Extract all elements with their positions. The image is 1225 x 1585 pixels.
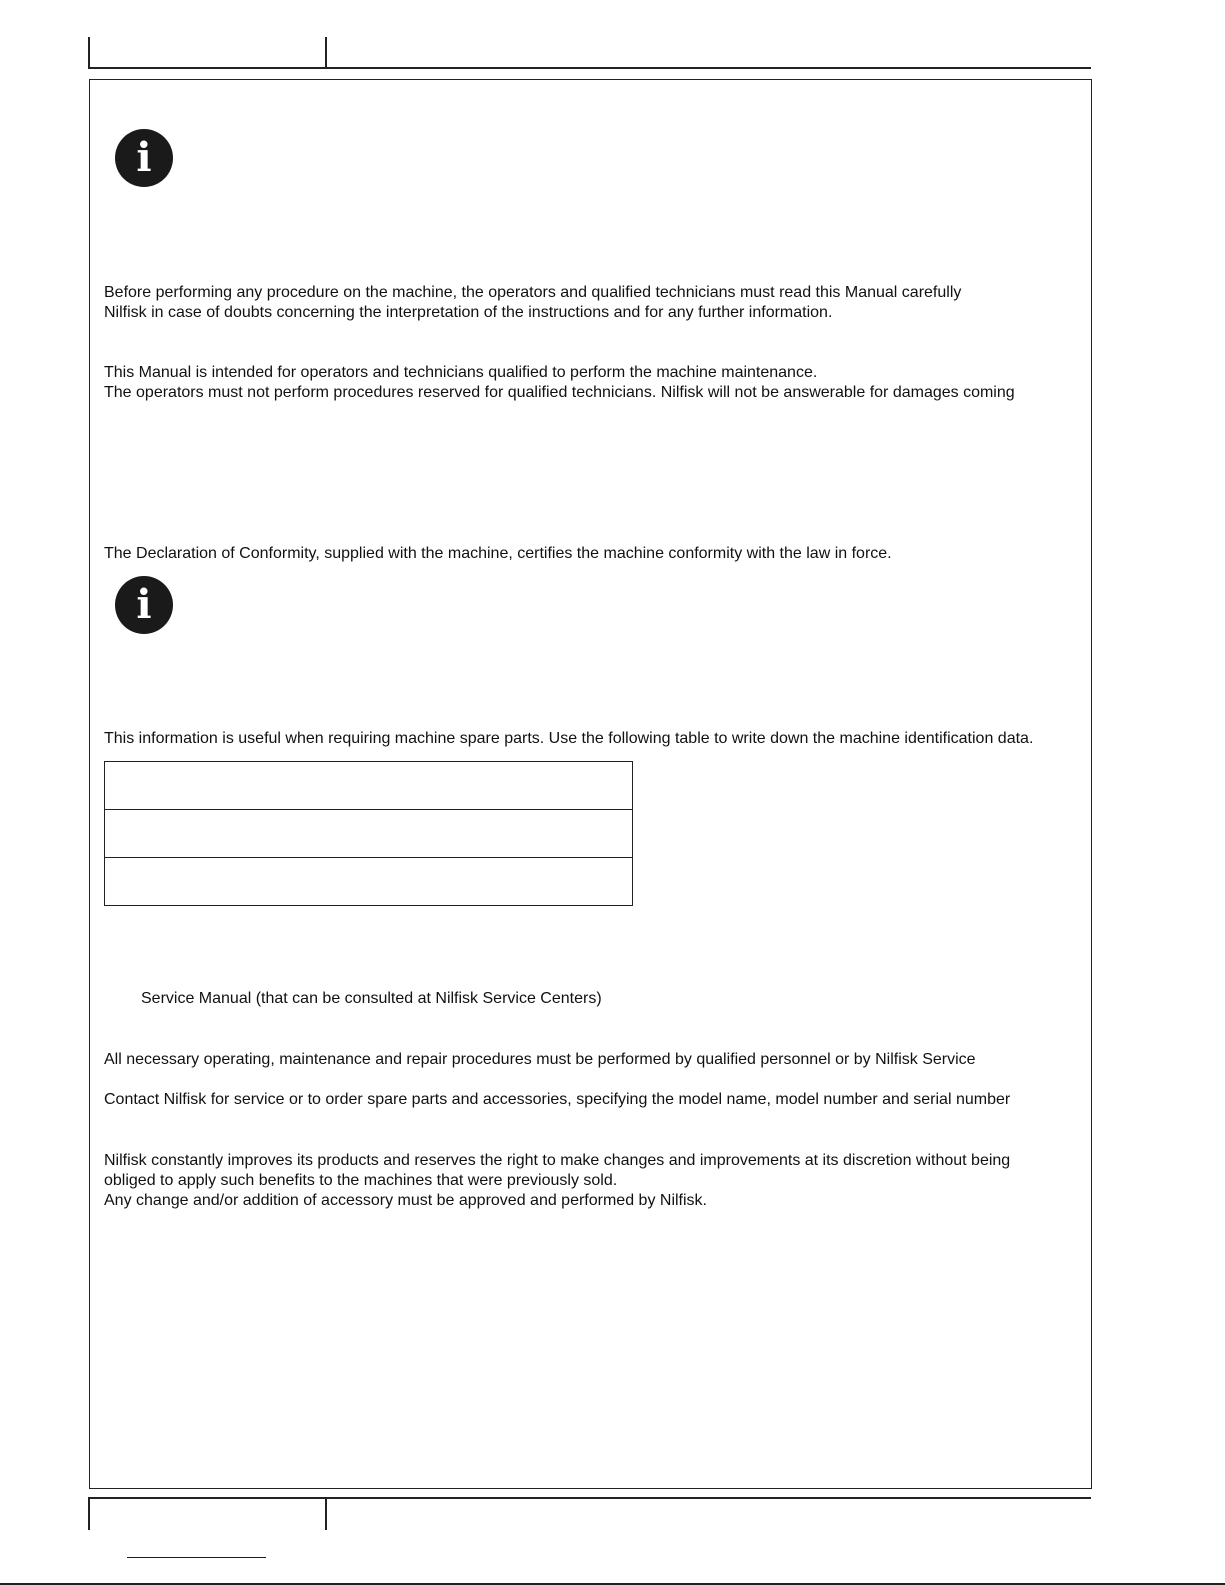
paragraph-text: Nilfisk in case of doubts concerning the interpretation of the instructions and for any further information.: [104, 304, 833, 321]
info-icon: i: [115, 576, 173, 634]
paragraph-text: All necessary operating, maintenance and repair procedures must be performed by qualified personnel or by Nilfisk Service: [104, 1051, 976, 1068]
paragraph-text: obliged to apply such benefits to the machines that were previously sold.: [104, 1172, 618, 1189]
footer-divider-left: [88, 1497, 90, 1530]
header-divider-mid: [325, 37, 327, 69]
link-underline[interactable]: [127, 1557, 266, 1558]
paragraph-text: Nilfisk constantly improves its products and reserves the right to make changes and improvements at its discretion without being: [104, 1152, 1011, 1169]
paragraph-text: This Manual is intended for operators and technicians qualified to perform the machine maintenance.: [104, 364, 818, 381]
table-row: [105, 810, 633, 858]
footer-divider-mid: [325, 1497, 327, 1530]
paragraph-text: Any change and/or addition of accessory must be approved and performed by Nilfisk.: [104, 1192, 707, 1209]
table-row: [105, 762, 633, 810]
info-icon: i: [115, 129, 173, 187]
paragraph-text: The Declaration of Conformity, supplied with the machine, certifies the machine conformity with the law in force.: [104, 545, 892, 562]
paragraph-text: This information is useful when requiring machine spare parts. Use the following table to write down the machine identification data.: [104, 730, 1034, 747]
footer-rule: [88, 1497, 1091, 1499]
table-cell[interactable]: [105, 762, 633, 810]
header-divider-left: [88, 37, 90, 69]
machine-identification-table: [104, 761, 633, 906]
paragraph-text: Service Manual (that can be consulted at Nilfisk Service Centers): [141, 990, 602, 1007]
paragraph-text: The operators must not perform procedures reserved for qualified technicians. Nilfisk will not be answerable for damages coming: [104, 384, 1015, 401]
table-cell[interactable]: [105, 810, 633, 858]
table-row: [105, 858, 633, 906]
paragraph-text: Before performing any procedure on the machine, the operators and qualified technicians must read this Manual carefully: [104, 284, 962, 301]
header-rule: [88, 67, 1091, 69]
paragraph-text: Contact Nilfisk for service or to order spare parts and accessories, specifying the model name, model number and serial number: [104, 1091, 1011, 1108]
table-cell[interactable]: [105, 858, 633, 906]
